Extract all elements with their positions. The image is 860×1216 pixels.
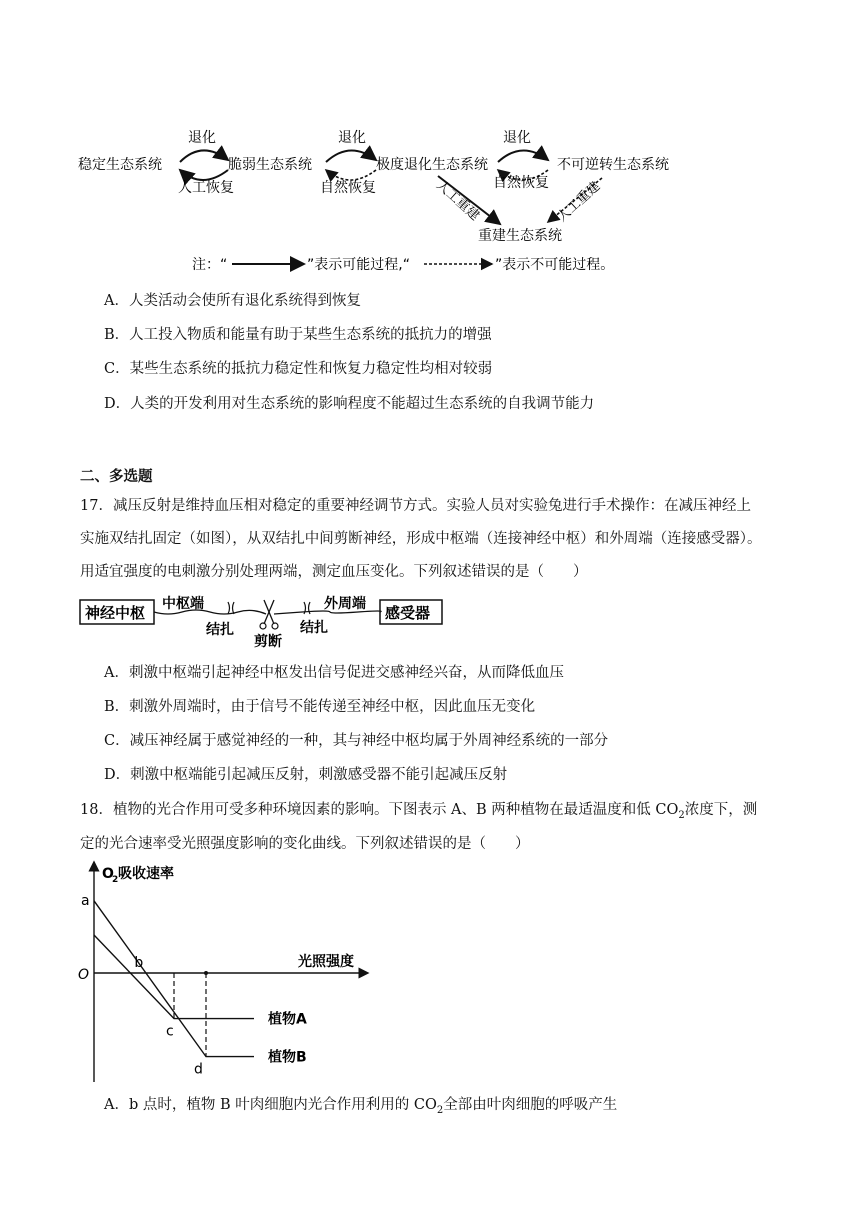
label-degrade-2: 退化	[338, 130, 366, 146]
label-degrade-3: 退化	[503, 130, 531, 146]
label-artificial-rebuild-right: 人工重建	[554, 179, 604, 225]
q18-option-a	[104, 1095, 617, 1121]
ligature-right-label: 结扎	[300, 620, 328, 636]
arrow-degrade-2	[326, 150, 376, 162]
axis-dot	[204, 971, 208, 975]
point-label-a: a	[81, 892, 90, 909]
q17-option-c: C．减压神经属于感觉神经的一种，其与神经中枢均属于外周神经系统的一部分	[104, 733, 609, 749]
label-artificial-restore: 人工恢复	[178, 180, 234, 196]
q18-option-a-text-1: A．b 点时，植物 B 叶肉细胞内光合作用利用的 CO	[104, 1097, 437, 1113]
q17-option-d: D．刺激中枢端能引起减压反射，刺激感受器不能引起减压反射	[104, 767, 508, 783]
x-axis-label: 光照强度	[298, 954, 354, 970]
q18-line-2: 定的光合速率受光照强度影响的变化曲线。下列叙述错误的是（ ）	[80, 836, 530, 852]
node-extreme: 极度退化生态系统	[376, 157, 488, 173]
node-fragile: 脆弱生态系统	[228, 157, 312, 173]
label-natural-restore-3: 自然恢复	[493, 175, 549, 191]
y-axis-label-main: O	[102, 866, 114, 882]
q17-option-a: A．刺激中枢端引起神经中枢发出信号促进交感神经兴奋，从而降低血压	[104, 665, 564, 681]
q17-line-1: 17．减压反射是维持血压相对稳定的重要神经调节方式。实验人员对实验兔进行手术操作：在减压神经上	[80, 498, 751, 514]
center-end-label: 中枢端	[162, 596, 204, 612]
node-stable: 稳定生态系统	[78, 157, 162, 173]
node-rebuilt: 重建生态系统	[478, 228, 562, 244]
cut-label: 剪断	[254, 634, 282, 650]
q17-line-3: 用适宜强度的电刺激分别处理两端，测定血压变化。下列叙述错误的是（ ）	[80, 564, 588, 580]
node-irreversible: 不可逆转生态系统	[557, 157, 669, 173]
q18-line-1-sub: 2	[678, 809, 685, 821]
series-label-b: 植物B	[268, 1049, 307, 1066]
label-artificial-rebuild-left: 人工重建	[433, 177, 483, 224]
peripheral-end-label: 外周端	[324, 596, 366, 612]
q16-option-d: D．人类的开发利用对生态系统的影响程度不能超过生态系统的自我调节能力	[104, 396, 595, 412]
note-prefix: 注：“	[192, 257, 228, 273]
q16-option-b: B．人工投入物质和能量有助于某些生态系统的抵抗力的增强	[104, 327, 492, 343]
arrow-degrade-1	[180, 150, 228, 162]
q17-line-2: 实施双结扎固定（如图），从双结扎中间剪断神经，形成中枢端（连接神经中枢）和外周端（连接感受器）。	[80, 531, 762, 547]
ligature-left-label: 结扎	[206, 622, 234, 638]
q18-line-1-b: 浓度下，测	[684, 802, 758, 818]
point-label-d: d	[194, 1061, 203, 1078]
label-degrade-1: 退化	[188, 130, 216, 146]
series-line-b	[94, 901, 254, 1057]
box-nerve-center-label: 神经中枢	[85, 604, 146, 622]
q18-option-a-sub: 2	[436, 1104, 444, 1116]
q18-line-1-a: 18．植物的光合作用可受多种环境因素的影响。下图表示 A、B 两种植物在最适温度和低 CO	[80, 802, 679, 818]
box-receptor-label: 感受器	[385, 604, 431, 622]
label-natural-restore-2: 自然恢复	[320, 180, 376, 196]
note-mid: ”表示可能过程,“	[307, 257, 410, 273]
nerve-diagram	[78, 592, 448, 652]
ligature-left-mark	[228, 602, 234, 614]
origin-label: O	[78, 967, 90, 983]
y-axis-label-sub: 2	[112, 875, 119, 885]
note-suffix: ”表示不可能过程。	[495, 257, 615, 273]
q18-line-1	[80, 800, 792, 826]
arrow-degrade-3	[498, 150, 548, 162]
point-label-c: c	[166, 1023, 174, 1040]
arrow-natural-restore-2	[326, 170, 376, 180]
photosynthesis-chart	[76, 858, 376, 1088]
y-axis-label-rest: 吸收速率	[118, 866, 174, 882]
section-heading: 二、多选题	[80, 469, 153, 485]
ecosystem-diagram	[70, 120, 690, 280]
q16-option-c: C．某些生态系统的抵抗力稳定性和恢复力稳定性均相对较弱	[104, 361, 493, 377]
q16-option-a: A．人类活动会使所有退化系统得到恢复	[104, 293, 361, 309]
point-label-b: b	[134, 955, 144, 971]
q18-option-a-text-2: 全部由叶肉细胞的呼吸产生	[443, 1097, 618, 1113]
q17-option-b: B．刺激外周端时，由于信号不能传递至神经中枢，因此血压无变化	[104, 699, 536, 715]
arrow-restore-1	[180, 170, 228, 180]
series-label-a: 植物A	[268, 1011, 307, 1028]
